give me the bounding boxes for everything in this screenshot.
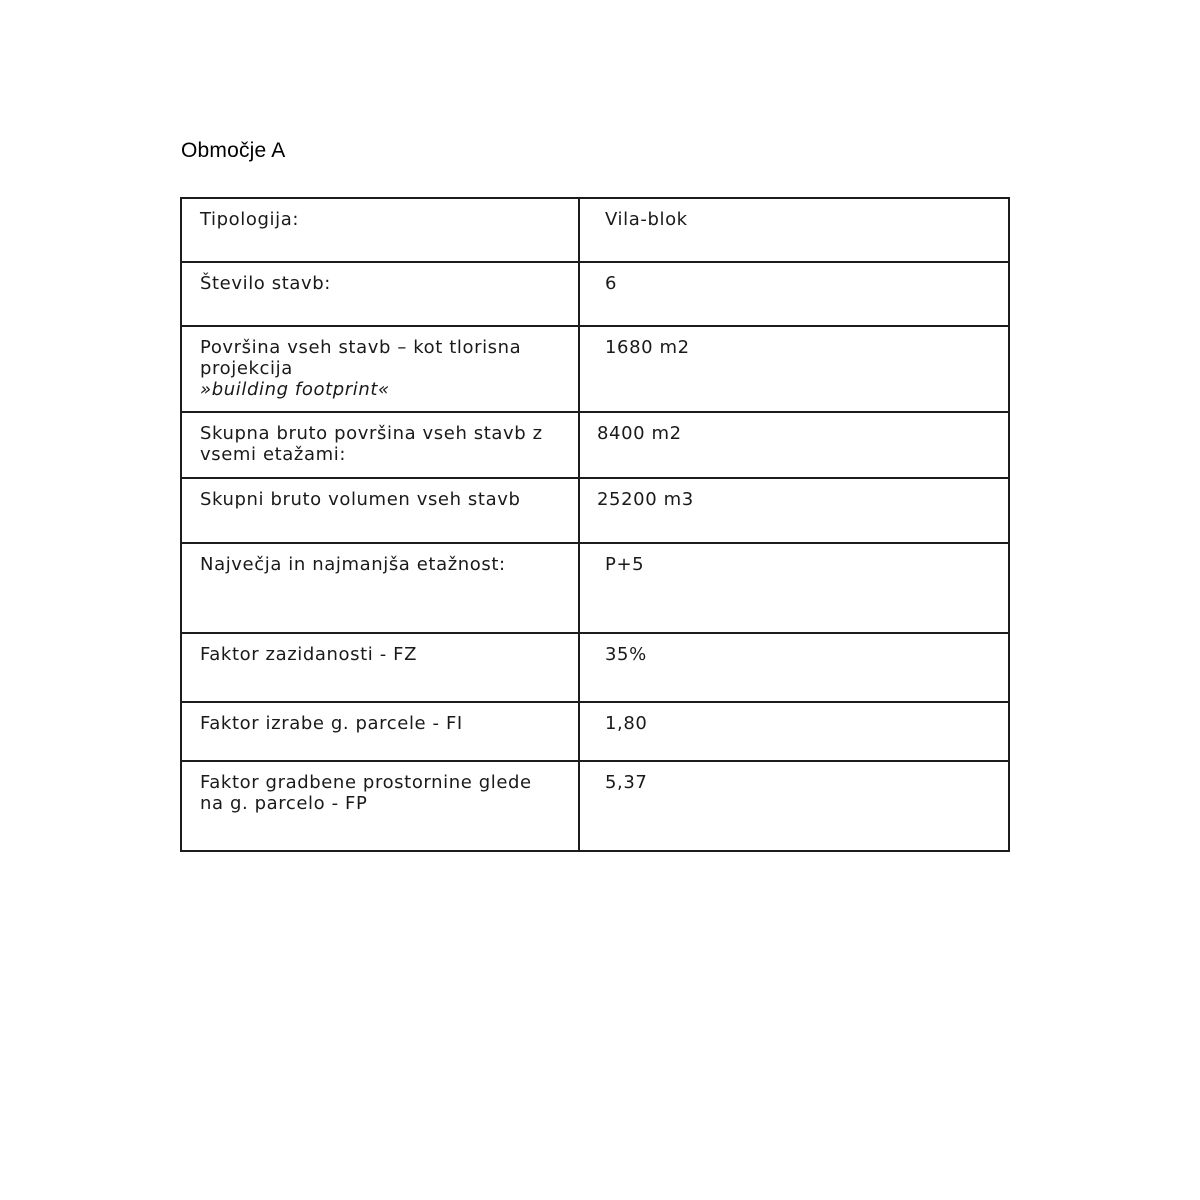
row-label-group [182,327,578,400]
row-value-cell [579,262,1009,326]
data-table-container [180,197,1004,852]
row-label-emphasis: »building footprint« [200,379,390,400]
row-value-cell [579,412,1009,478]
row-value: 1680 m2 [605,337,690,358]
row-value-cell [579,326,1009,412]
row-value: 8400 m2 [597,423,682,444]
table-row [181,326,1009,412]
row-label: Tipologija: [200,209,300,230]
row-label: Število stavb: [200,273,331,294]
row-label: Faktor izrabe g. parcele - FI [200,713,463,734]
row-value-cell [579,543,1009,633]
row-label: Faktor gradbene prostornine glede na g. parcelo - FP [200,772,532,814]
row-value-cell [579,702,1009,761]
row-label-cell [181,478,579,543]
table-row [181,761,1009,851]
row-label: Skupna bruto površina vseh stavb z vsemi etažami: [200,423,543,465]
row-label-cell [181,633,579,702]
table-row [181,478,1009,543]
row-label-cell [181,262,579,326]
row-value: P+5 [605,554,645,575]
table-row [181,412,1009,478]
row-label: Največja in najmanjša etažnost: [200,554,506,575]
row-value: 25200 m3 [597,489,694,510]
row-label-cell [181,543,579,633]
row-value: 1,80 [605,713,648,734]
row-value: 35% [605,644,647,665]
row-label-cell [181,198,579,262]
table-row [181,633,1009,702]
row-value: Vila-blok [605,209,688,230]
row-value: 6 [605,273,618,294]
table-row [181,702,1009,761]
row-value-cell [579,761,1009,851]
row-label-cell [181,326,579,412]
row-label: Površina vseh stavb – kot tlorisna projekcija [200,337,522,379]
row-label: Faktor zazidanosti - FZ [200,644,418,665]
table-row [181,543,1009,633]
data-table [180,197,1010,852]
table-row [181,262,1009,326]
row-label: Skupni bruto volumen vseh stavb [200,489,521,510]
row-value-cell [579,633,1009,702]
row-value-cell [579,198,1009,262]
row-value-cell [579,478,1009,543]
row-label-cell [181,761,579,851]
row-label-cell [181,412,579,478]
page-title: Območje A [181,139,286,162]
row-label-cell [181,702,579,761]
row-value: 5,37 [605,772,648,793]
table-row [181,198,1009,262]
